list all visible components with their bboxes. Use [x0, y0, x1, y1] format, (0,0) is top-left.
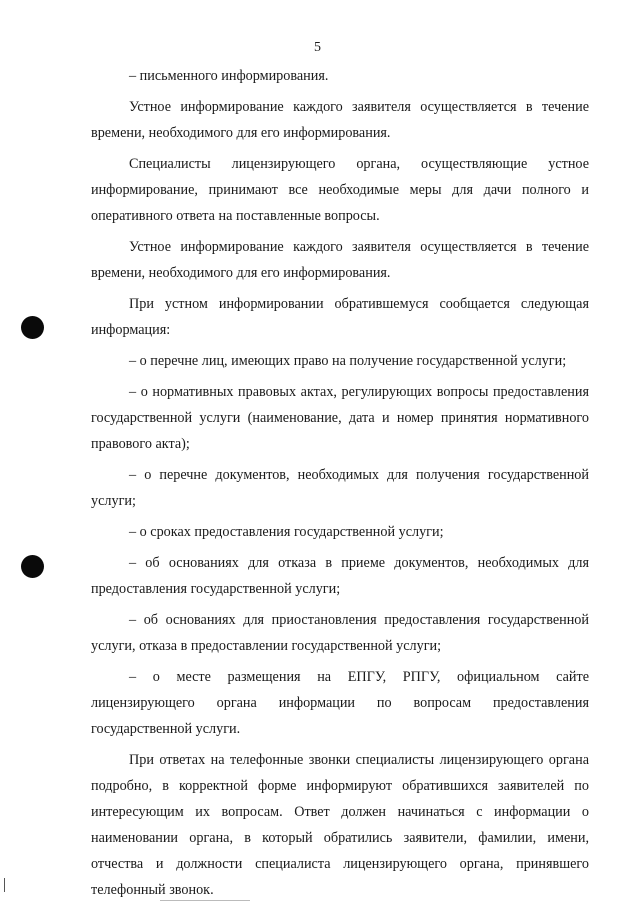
list-item: – об основаниях для приостановления предоставления государственной услуги, отказа в предоставлении государственной услуги;: [91, 612, 589, 654]
list-item: – о перечне лиц, имеющих право на получение государственной услуги;: [129, 353, 567, 369]
scan-artifact: [160, 900, 250, 901]
paragraph: При ответах на телефонные звонки специалисты лицензирующего органа подробно, в корректной форме информируют обратившихся заявителей по интересующим их вопросам. Ответ должен начинаться с информации о наименовании органа, в который обратились заявители, фамилии, имени, отчества и должности специалиста лицензирующего органа, принявшего телефонный звонок.: [91, 752, 589, 898]
list-item: – о месте размещения на ЕПГУ, РПГУ, официальном сайте лицензирующего органа информации по вопросам предоставления государственной услуги.: [91, 669, 589, 737]
list-item: – о нормативных правовых актах, регулирующих вопросы предоставления государственной услуги (наименование, дата и номер принятия нормативного правового акта);: [91, 384, 589, 452]
list-item: – об основаниях для отказа в приеме документов, необходимых для предоставления государственной услуги;: [91, 555, 589, 597]
scan-artifact: [4, 878, 5, 892]
paragraph: – письменного информирования.: [129, 68, 329, 84]
list-item: – о сроках предоставления государственной услуги;: [129, 524, 444, 540]
paragraph: Устное информирование каждого заявителя осуществляется в течение времени, необходимого для его информирования.: [91, 99, 589, 141]
paragraph: Устное информирование каждого заявителя осуществляется в течение времени, необходимого для его информирования.: [91, 239, 589, 281]
document-body: [91, 63, 589, 903]
punch-hole-bottom: [21, 555, 44, 578]
page-number: 5: [314, 40, 321, 55]
paragraph: Специалисты лицензирующего органа, осуществляющие устное информирование, принимают все необходимые меры для дачи полного и оперативного ответа на поставленные вопросы.: [91, 156, 589, 224]
list-item: – о перечне документов, необходимых для получения государственной услуги;: [91, 467, 589, 509]
punch-hole-top: [21, 316, 44, 339]
paragraph: При устном информировании обратившемуся сообщается следующая информация:: [91, 296, 589, 338]
